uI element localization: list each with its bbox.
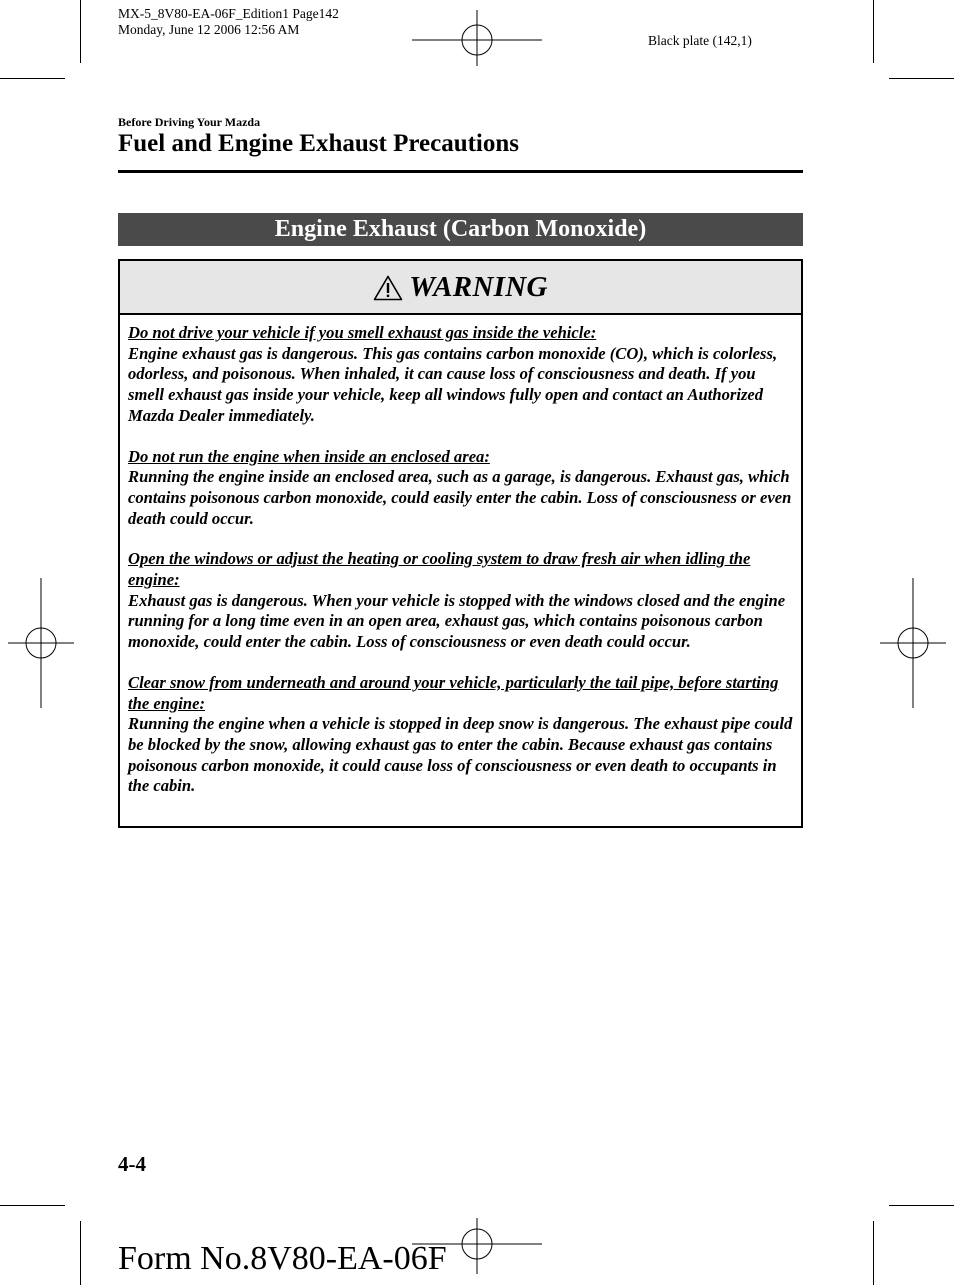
- warning-item-text: Running the engine inside an enclosed area, such as a garage, is dangerous. Exhaust gas, which contains poisonous carbon monoxide, could easily enter the cabin. Loss of consciousness or even death could occur.: [128, 467, 792, 528]
- warning-item: [128, 323, 793, 427]
- warning-header: [120, 261, 801, 315]
- crop-mark: [80, 1221, 81, 1285]
- crop-mark: [873, 0, 874, 63]
- crop-mark: [80, 0, 81, 63]
- warning-item: [128, 549, 793, 653]
- page-number: 4-4: [118, 1152, 146, 1176]
- page-title: Fuel and Engine Exhaust Precautions: [118, 130, 520, 157]
- warning-triangle-icon: [373, 275, 403, 301]
- title-divider: [118, 170, 803, 173]
- warning-item-heading: Open the windows or adjust the heating or cooling system to draw fresh air when idling the engine:: [128, 549, 751, 590]
- warning-item-text: Exhaust gas is dangerous. When your vehicle is stopped with the windows closed and the engine running for a long time even in an open area, exhaust gas, which contains poisonous carbon monoxide, could enter the cabin. Loss of consciousness or even death could occur.: [128, 590, 786, 652]
- registration-mark-right-icon: [880, 578, 946, 708]
- warning-item-text: Running the engine when a vehicle is stopped in deep snow is dangerous. The exhaust pipe could be blocked by the snow, allowing exhaust gas to enter the cabin. Because exhaust gas contains poisonous carbon monoxide, it could cause loss of consciousness or even death to occupants in the cabin.: [128, 714, 793, 796]
- warning-item-heading: Clear snow from underneath and around your vehicle, particularly the tail pipe, before starting the engine:: [128, 672, 779, 713]
- crop-mark: [0, 78, 65, 79]
- warning-title: WARNING: [409, 270, 548, 303]
- print-meta-date: Monday, June 12 2006 12:56 AM: [118, 22, 300, 37]
- print-meta-file: MX-5_8V80-EA-06F_Edition1 Page142: [118, 6, 339, 21]
- crop-mark: [889, 1205, 954, 1206]
- warning-item-heading: Do not drive your vehicle if you smell exhaust gas inside the vehicle:: [128, 323, 597, 342]
- warning-item: [128, 447, 793, 530]
- crop-mark: [889, 78, 954, 79]
- form-number: Form No.8V80-EA-06F: [118, 1240, 447, 1277]
- warning-item-heading: Do not run the engine when inside an enclosed area:: [128, 446, 490, 466]
- crop-mark: [0, 1205, 65, 1206]
- section-title: Engine Exhaust (Carbon Monoxide): [118, 213, 803, 246]
- registration-mark-top-icon: [412, 10, 542, 66]
- warning-box: [118, 259, 803, 828]
- registration-mark-left-icon: [8, 578, 74, 708]
- breadcrumb: Before Driving Your Mazda: [118, 115, 261, 129]
- print-meta: [118, 6, 339, 38]
- warning-body: [120, 315, 801, 797]
- crop-mark: [873, 1221, 874, 1285]
- warning-item-text: Engine exhaust gas is dangerous. This gas contains carbon monoxide (CO), which is colorless, odorless, and poisonous. When inhaled, it can cause loss of consciousness and death. If you smell exhaust gas inside your vehicle, keep all windows fully open and contact an Authorized Mazda Dealer immediately.: [128, 343, 778, 425]
- plate-label: Black plate (142,1): [648, 33, 752, 48]
- warning-item: [128, 673, 793, 797]
